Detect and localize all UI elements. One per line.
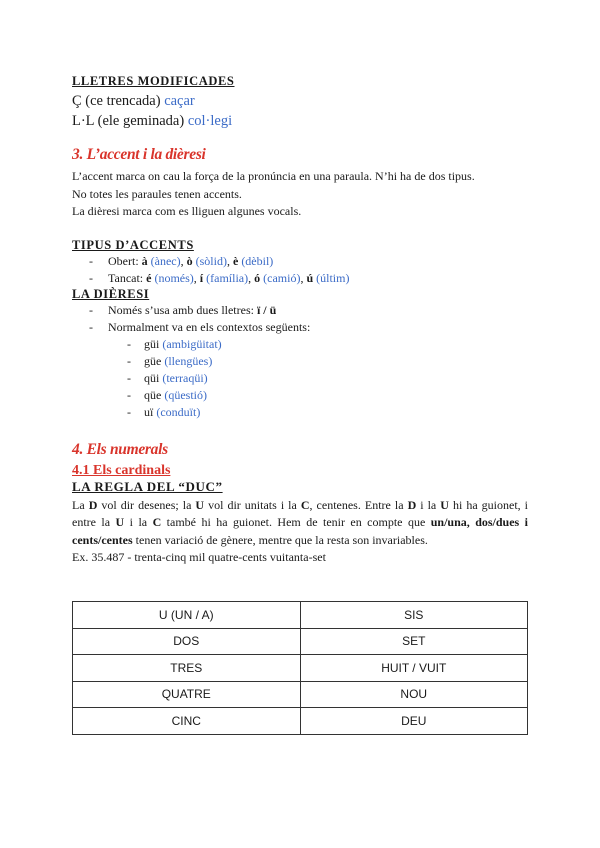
dieresis-example: - qüi (terraqüi) [72, 370, 528, 387]
section-3-title: 3. L’accent i la dièresi [72, 146, 206, 163]
table-cell: HUIT / VUIT [300, 655, 528, 682]
table-row [73, 655, 528, 682]
dieresis-usage-item: - Només s’usa amb dues lletres: ï / ü [72, 302, 528, 319]
section-3-line-1: L’accent marca on cau la força de la pronúncia en una paraula. N’hi ha de dos tipus. [72, 169, 475, 183]
dieresis-example: - uï (conduït) [72, 404, 528, 421]
table-cell: QUATRE [73, 681, 301, 708]
table-cell: SET [300, 628, 528, 655]
accent-types-heading: TIPUS D’ACCENTS [72, 237, 194, 252]
dieresis-example: - güi (ambigüitat) [72, 336, 528, 353]
open-accent-item: - Obert: à (ànec), ò (sòlid), è (dèbil) [72, 253, 528, 270]
section-3-line-3: La dièresi marca com es lliguen algunes vocals. [72, 204, 302, 218]
duc-rule-heading: LA REGLA DEL “DUC” [72, 478, 223, 494]
table-row [73, 602, 528, 629]
table-row [73, 628, 528, 655]
dieresis-heading: LA DIÈRESI [72, 286, 150, 301]
table-cell: NOU [300, 681, 528, 708]
dieresis-example: - qüe (qüestió) [72, 387, 528, 404]
dieresis-context-item: - Normalment va en els contextos següents: [72, 319, 528, 336]
table-row [73, 708, 528, 735]
section-4-title: 4. Els numerals [72, 440, 168, 458]
cedilla-label: Ç (ce trencada) [72, 93, 165, 109]
table-cell: SIS [300, 602, 528, 629]
dieresis-list [72, 302, 528, 336]
geminated-l-line [72, 111, 528, 131]
table-cell: TRES [73, 655, 301, 682]
cedilla-line [72, 91, 528, 111]
dieresis-examples-list [72, 336, 528, 421]
dieresis-example: - güe (llengües) [72, 353, 528, 370]
section-4-1-title: 4.1 Els cardinals [72, 462, 171, 478]
closed-accent-item: - Tancat: é (només), í (família), ó (camió), ú (últim) [72, 270, 528, 287]
section-3-line-2: No totes les paraules tenen accents. [72, 186, 242, 201]
cedilla-example: caçar [164, 93, 195, 109]
duc-rule-paragraph: La D vol dir desenes; la U vol dir unitats i la C, centenes. Entre la D i la U hi ha guionet, i entre la U i la C també hi ha guionet. Hem de tenir en compte que un/una, dos/dues i cents/centes tenen variació de gènere, mentre que la resta son invariables. [72, 497, 529, 547]
geminated-l-label: L·L (ele geminada) [72, 113, 188, 129]
duc-example: Ex. 35.487 - trenta-cinq mil quatre-cents vuitanta-set [72, 550, 326, 564]
table-cell: U (UN / A) [73, 602, 301, 629]
geminated-l-example: col·legi [187, 113, 233, 129]
table-cell: DEU [300, 708, 528, 735]
table-cell: DOS [73, 628, 301, 655]
table-row [73, 681, 528, 708]
modified-letters-heading: LLETRES MODIFICADES [72, 74, 235, 88]
accent-types-list [72, 253, 528, 287]
document-page [72, 70, 528, 567]
cardinals-table [72, 601, 528, 735]
table-cell: CINC [73, 708, 301, 735]
